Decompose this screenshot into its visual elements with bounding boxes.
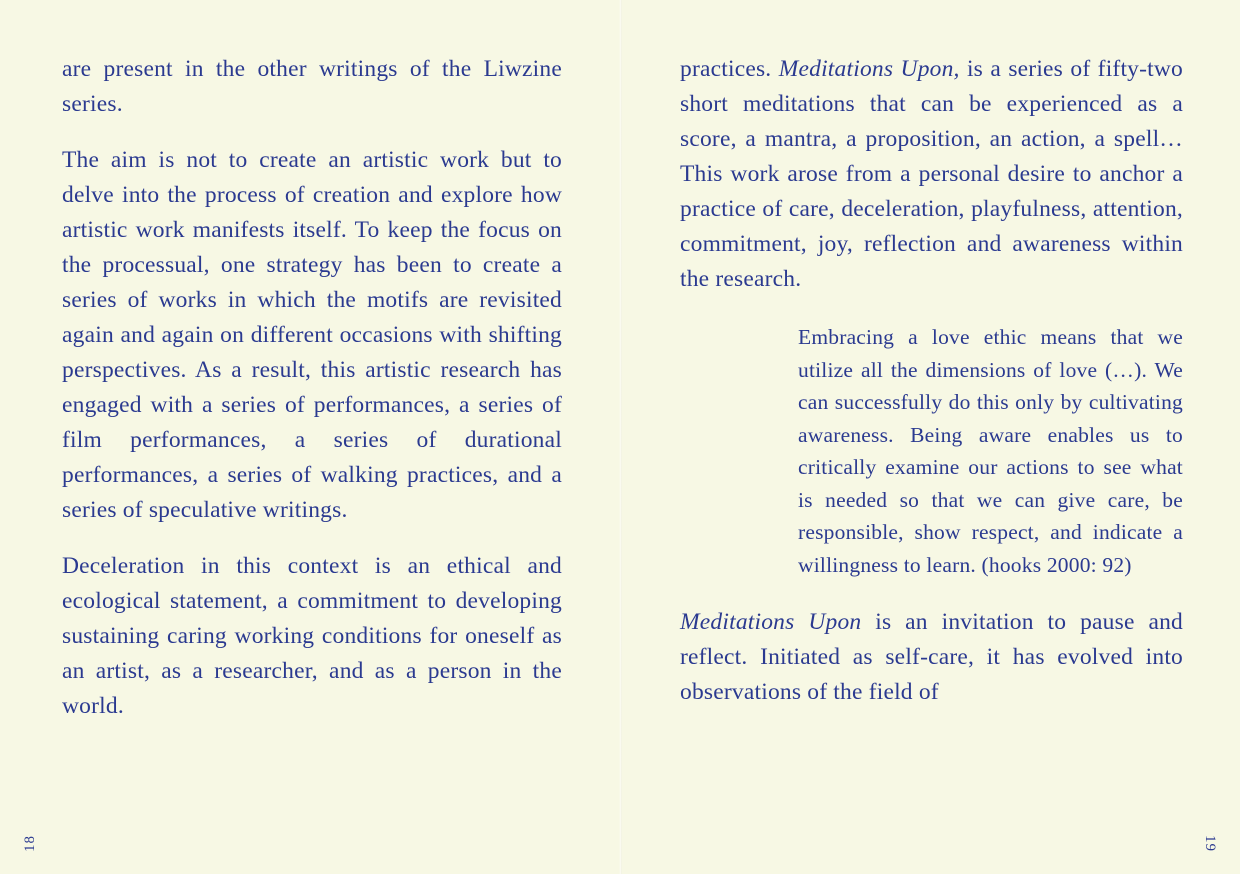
right-page <box>620 0 1240 874</box>
right-page-text <box>680 52 1183 710</box>
paragraph <box>680 52 1183 297</box>
paragraph: are present in the other writings of the Liwzine series. <box>62 56 562 117</box>
paragraph-text: is an invitation to pause and reflect. Initiated as self-care, it has evolved into observations of the field of <box>680 609 1183 705</box>
page-number-right: 19 <box>1202 835 1218 852</box>
blockquote: Embracing a love ethic means that we utilize all the dimensions of love (…). We can successfully do this only by cultivating awareness. Being aware enables us to critically examine our actions to see what is needed so that we can give care, be responsible, show respect, and indicate a willingness to learn. (hooks 2000: 92) <box>798 325 1183 577</box>
work-title: Meditations Upon <box>680 609 862 635</box>
left-page-text <box>62 52 562 724</box>
paragraph-text: is a series of fifty-two short meditations that can be experienced as a score, a mantra, a proposition, an action, a spell… This work arose from a personal desire to anchor a practice of care, deceleration, playfulness, attention, commitment, joy, reflection and awareness within the research. <box>680 56 1184 292</box>
paragraph: The aim is not to create an artistic work but to delve into the process of creation and explore how artistic work manifests itself. To keep the focus on the processual, one strategy has been to create a series of works in which the motifs are revisited again and again on different occasions with shifting perspectives. As a result, this artistic research has engaged with a series of performances, a series of film performances, a series of durational performances, a series of walking practices, and a series of speculative writings. <box>62 147 562 523</box>
work-title: Meditations Upon, <box>778 56 960 82</box>
paragraph-text: practices. <box>680 56 779 82</box>
page-number-left: 18 <box>22 835 38 852</box>
paragraph: Deceleration in this context is an ethical and ecological statement, a commitment to developing sustaining caring working conditions for oneself as an artist, as a researcher, and as a person in the world. <box>62 553 562 719</box>
paragraph <box>680 605 1183 710</box>
